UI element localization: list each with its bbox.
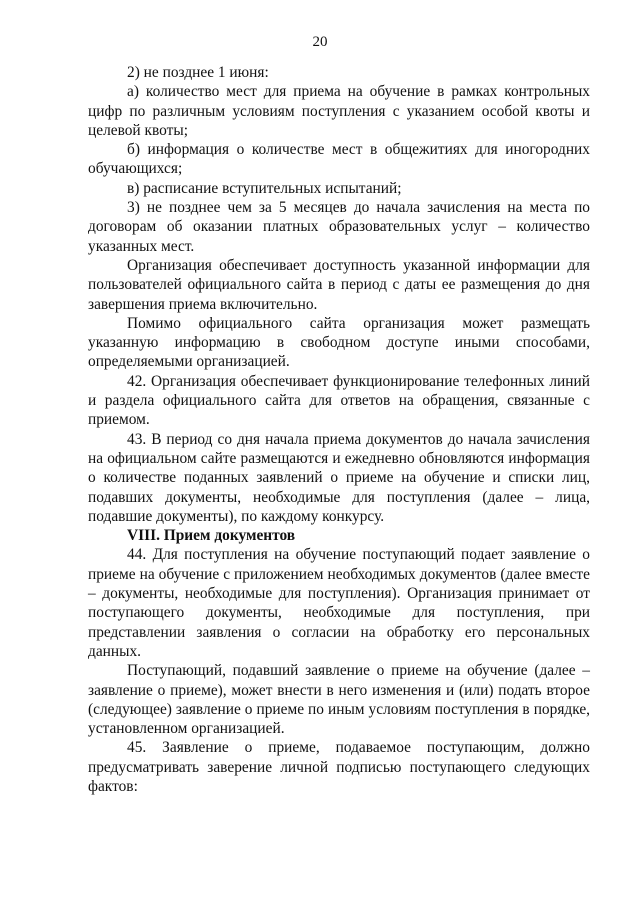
paragraph-44: 44. Для поступления на обучение поступающий подает заявление о приеме на обучение с приложением необходимых документов (далее вместе – документы, необходимые для поступления). Организация принимает от поступающего документы, необходимые для поступления, при представлении заявления о согласии на обработку его персональных данных. [88, 546, 590, 660]
section-heading: VIII. Прием документов [127, 527, 296, 545]
paragraph-45: 45. Заявление о приеме, подаваемое поступающим, должно предусматривать заверение личной подписью поступающего следующих фактов: [88, 739, 590, 795]
paragraph-item-b: б) информация о количестве мест в общежитиях для иногородних обучающихся; [88, 141, 590, 178]
document-body [88, 63, 590, 796]
paragraph-deadline-june: 2) не позднее 1 июня: [127, 64, 269, 81]
paragraph-item-3: 3) не позднее чем за 5 месяцев до начала зачисления на места по договорам об оказании платных образовательных услуг – количество указанных мест. [88, 199, 590, 255]
paragraph-43: 43. В период со дня начала приема документов до начала зачисления на официальном сайте размещаются и ежедневно обновляются информация о количестве поданных заявлений о приеме на обучение и списки лиц, подавших документы, необходимые для поступления (далее – лица, подавшие документы), по каждому конкурсу. [88, 430, 590, 525]
paragraph-availability: Организация обеспечивает доступность указанной информации для пользователей официального сайта в период с даты ее размещения до дня завершения приема включительно. [88, 256, 590, 313]
paragraph-application-changes: Поступающий, подавший заявление о приеме на обучение (далее – заявление о приеме), может внести в него изменения и (или) подать второе (следующее) заявление о приеме по иным условиям поступления в порядке, установленном организацией. [88, 662, 590, 738]
paragraph-item-a: а) количество мест для приема на обучение в рамках контрольных цифр по различным условиям поступления с указанием особой квоты и целевой квоты; [88, 83, 590, 139]
paragraph-42: 42. Организация обеспечивает функционирование телефонных линий и раздела официального сайта для ответов на обращения, связанные с приемом. [88, 372, 590, 429]
paragraph-other-channels: Помимо официального сайта организация может размещать указанную информацию в свободном доступе иными способами, определяемыми организацией. [88, 314, 590, 371]
page-number: 20 [312, 34, 328, 50]
paragraph-item-c: в) расписание вступительных испытаний; [127, 179, 402, 197]
